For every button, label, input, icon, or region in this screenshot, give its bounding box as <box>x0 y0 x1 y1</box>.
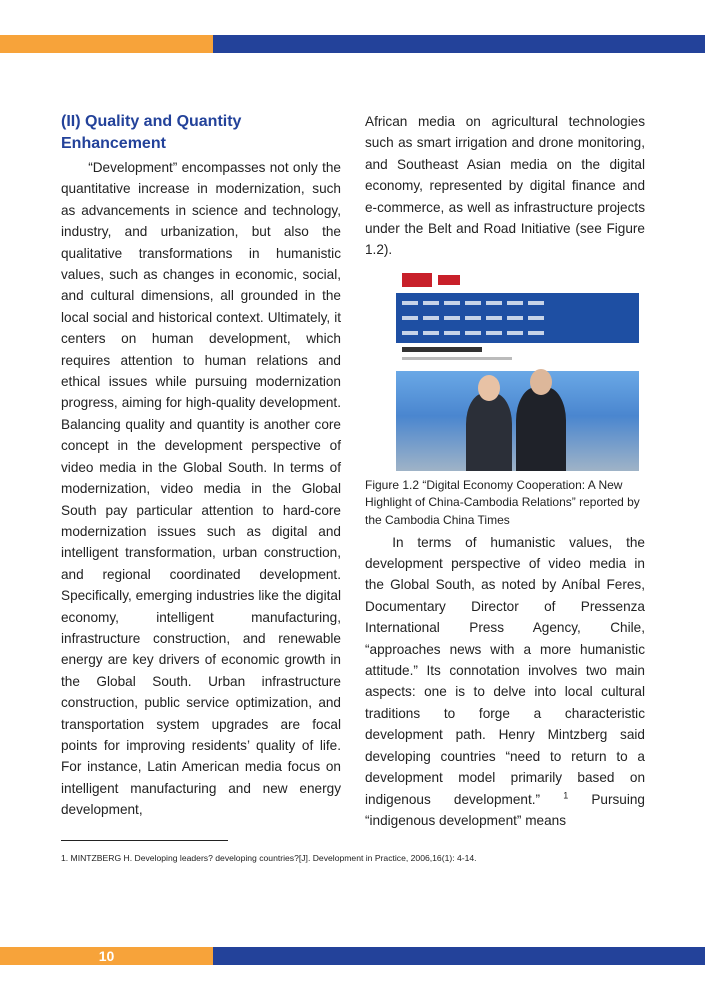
right-column <box>365 111 645 831</box>
article-header <box>396 343 639 371</box>
footnote: 1. MINTZBERG H. Developing leaders? developing countries?[J]. Development in Practice, 2006,16(1): 4-14. <box>61 853 477 863</box>
right-paragraph-tail: Pursuing “indigenous development” means <box>365 791 645 828</box>
top-band-blue <box>213 35 705 53</box>
right-paragraph-bottom <box>365 532 645 832</box>
newspaper-logo <box>402 273 432 287</box>
section-heading: (II) Quality and Quantity Enhancement <box>61 113 242 152</box>
footnote-divider <box>61 840 228 841</box>
newspaper-logo-mark <box>438 275 460 285</box>
figure-image <box>396 267 639 471</box>
left-paragraph: “Development” encompasses not only the quantitative increase in modernization, such as advancements in science and technology, industry, and urbanization, but also the qualitative transformations in humanistic values, such as changes in economic, social, and cultural dimensions, all grounded in the local social and historical context. Ultimately, it centers on human development, which requires attention to human relations and ethical issues while pursuing modernization progress, aiming for high-quality development. Balancing quality and quantity is another core concept in the development perspective of video media in the Global South. In terms of modernization, video media in the Global South pay particular attention to hard-core modernization issues such as digital and intelligent transformation, urban construction, and regional coordinated development. Specifically, emerging industries like the digital economy, intelligent manufacturing, infrastructure construction, and renewable energy are key drivers of economic growth in the Global South. Urban infrastructure construction, public service optimization, and transportation system upgrades are focal points for improving residents’ quality of life. For instance, Latin American media focus on intelligent manufacturing and new energy development, <box>61 160 341 818</box>
article-photo <box>396 371 639 471</box>
right-paragraph-body: In terms of humanistic values, the development perspective of video media in the Global South, as noted by Aníbal Feres, Documentary Director of Pressenza International Press Agency, Chile, “approaches news with a more humanistic attitude.” Its connotation involves two main aspects: one is to delve into local cultural traditions to forge a characteristic development path. Henry Mintzberg said developing countries “need to return to a development model primarily based on indigenous development.” <box>365 534 645 807</box>
right-paragraph-top: African media on agricultural technologies such as smart irrigation and drone monitoring, and Southeast Asian media on the digital economy, represented by digital finance and e-commerce, as well as infrastructure projects under the Belt and Road Initiative (see Figure 1.2). <box>365 114 645 258</box>
footnote-marker: 1 <box>563 789 569 800</box>
photo-person-left <box>466 393 512 471</box>
page-number: 10 <box>98 948 115 964</box>
photo-person-right <box>516 387 566 471</box>
top-band-orange <box>0 35 213 53</box>
newspaper-masthead <box>396 267 639 293</box>
left-column <box>61 111 341 821</box>
photo-head-left <box>478 375 500 401</box>
top-color-band <box>0 35 705 53</box>
newspaper-nav-bar <box>396 293 639 343</box>
photo-head-right <box>530 369 552 395</box>
figure-caption: Figure 1.2 “Digital Economy Cooperation: A New Highlight of China-Cambodia Relations” reported by the Cambodia China Times <box>365 477 640 528</box>
bottom-band-blue <box>213 947 705 965</box>
